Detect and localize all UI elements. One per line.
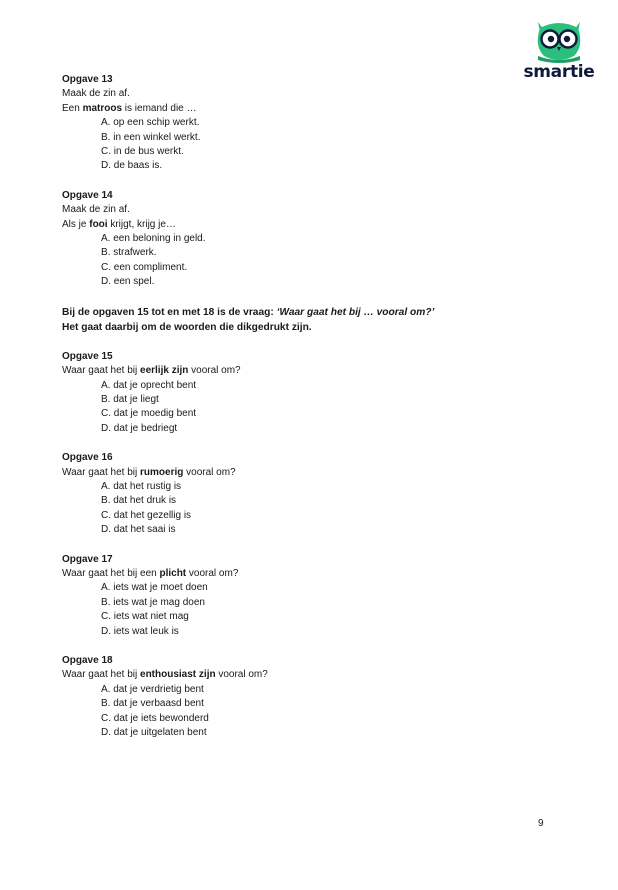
- answer-option: A. dat het rustig is: [101, 480, 182, 492]
- answer-options: [62, 232, 562, 290]
- answer-options: [62, 683, 562, 741]
- answer-option: D. iets wat leuk is: [101, 625, 179, 637]
- question-text: [62, 567, 562, 581]
- answer-option: A. dat je oprecht bent: [101, 379, 197, 391]
- text-segment: Waar gaat het bij een: [62, 567, 160, 579]
- owl-icon: [530, 16, 588, 64]
- question-text: [62, 364, 562, 378]
- text-segment: vooral om?: [188, 365, 241, 377]
- answer-options: [62, 581, 562, 639]
- answer-option: A. iets wat je moet doen: [101, 582, 208, 594]
- question-group: [62, 73, 562, 290]
- keyword: rumoerig: [140, 466, 184, 478]
- text-segment: Waar gaat het bij: [62, 466, 141, 478]
- question-block: [62, 73, 562, 174]
- text-segment: vooral om?: [215, 669, 268, 681]
- question-title: Opgave 18: [62, 655, 113, 666]
- answer-option: A. een beloning in geld.: [101, 233, 206, 245]
- question-title: Opgave 14: [62, 189, 113, 201]
- question-text: [62, 218, 562, 232]
- answer-option: D. dat het saai is: [101, 524, 176, 536]
- text-segment: Maak de zin af.: [62, 204, 130, 216]
- answer-option: B. dat het druk is: [101, 495, 177, 507]
- answer-option: B. dat je liegt: [101, 393, 159, 405]
- question-block: [62, 553, 562, 639]
- question-text: [62, 668, 562, 682]
- answer-option: A. op een schip werkt.: [101, 117, 200, 129]
- answer-option: C. in de bus werkt.: [101, 146, 184, 158]
- text-segment: Waar gaat het bij: [62, 669, 141, 681]
- instruction-text: Bij de opgaven 15 tot en met 18 is de vraag:: [62, 306, 277, 318]
- question-block: [62, 350, 562, 436]
- answer-option: D. de baas is.: [101, 160, 163, 172]
- instruction-line: [62, 305, 562, 320]
- keyword: matroos: [82, 102, 123, 114]
- answer-option: C. dat je moedig bent: [101, 408, 197, 420]
- question-text: [62, 203, 562, 217]
- question-title: Opgave 15: [62, 350, 113, 362]
- worksheet-content: [62, 73, 562, 740]
- answer-option: C. een compliment.: [101, 261, 188, 273]
- answer-option: C. dat je iets bewonderd: [101, 712, 209, 724]
- answer-option: C. iets wat niet mag: [101, 611, 189, 623]
- question-text: [62, 87, 562, 101]
- answer-option: C. dat het gezellig is: [101, 509, 192, 521]
- question-block: [62, 451, 562, 537]
- answer-option: A. dat je verdrietig bent: [101, 683, 204, 695]
- answer-option: D. een spel.: [101, 276, 155, 288]
- keyword: fooi: [89, 218, 108, 230]
- question-text: [62, 102, 562, 116]
- instruction-note: [62, 305, 562, 335]
- question-block: [62, 654, 562, 740]
- text-segment: Maak de zin af.: [62, 88, 130, 100]
- question-text: [62, 466, 562, 480]
- question-title: Opgave 16: [62, 452, 113, 464]
- instruction-line: Het gaat daarbij om de woorden die dikgedrukt zijn.: [62, 321, 312, 333]
- answer-options: [62, 480, 562, 538]
- question-block: [62, 189, 562, 290]
- text-segment: vooral om?: [186, 567, 239, 579]
- logo-text: smartie: [523, 62, 595, 82]
- text-segment: is iemand die …: [122, 102, 197, 114]
- instruction-quote: ‘Waar gaat het bij … vooral om?’: [276, 306, 435, 318]
- text-segment: Als je: [62, 218, 90, 230]
- answer-options: [62, 379, 562, 437]
- question-title: Opgave 13: [62, 74, 113, 85]
- answer-option: B. strafwerk.: [101, 247, 157, 259]
- page-number: 9: [538, 818, 544, 829]
- text-segment: Een: [62, 102, 83, 114]
- question-title: Opgave 17: [62, 553, 113, 565]
- answer-option: B. dat je verbaasd bent: [101, 698, 204, 710]
- keyword: eerlijk zijn: [140, 365, 189, 377]
- text-segment: vooral om?: [183, 466, 236, 478]
- question-group: [62, 350, 562, 741]
- text-segment: krijgt, krijg je…: [107, 218, 176, 230]
- text-segment: Waar gaat het bij: [62, 365, 141, 377]
- keyword: enthousiast zijn: [140, 669, 216, 681]
- answer-options: [62, 116, 562, 174]
- answer-option: D. dat je uitgelaten bent: [101, 727, 207, 739]
- keyword: plicht: [159, 567, 187, 579]
- answer-option: B. iets wat je mag doen: [101, 596, 205, 608]
- answer-option: D. dat je bedriegt: [101, 422, 178, 434]
- answer-option: B. in een winkel werkt.: [101, 131, 201, 143]
